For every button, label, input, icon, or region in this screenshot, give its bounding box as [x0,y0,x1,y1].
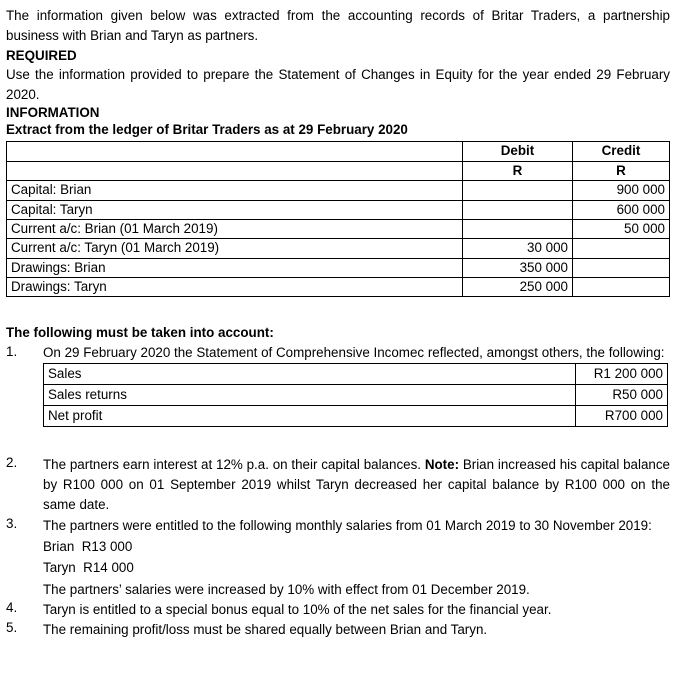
list-item [6,600,670,620]
credit-header: Credit [573,142,670,161]
item-number: 5. [6,620,18,636]
ledger-table [6,141,670,297]
item-text-part: The partners earn interest at 12% p.a. on their capital balances. [43,457,425,473]
table-row [7,258,670,277]
credit-unit: R [573,161,670,180]
ledger-unit-row [7,161,670,180]
debit-header: Debit [463,142,573,161]
ledger-debit: 250 000 [463,277,573,296]
item-number: 4. [6,600,18,615]
table-row [7,219,670,238]
spacer [43,427,670,455]
income-value: R50 000 [576,385,668,406]
ledger-label: Current a/c: Taryn (01 March 2019) [7,239,463,258]
item-number: 1. [6,343,18,359]
list-item [6,516,670,600]
ledger-debit: 350 000 [463,258,573,277]
item-text: On 29 February 2020 the Statement of Comprehensive Incomec reflected, amongst others, the following: [43,344,665,360]
list-item [6,455,670,515]
list-item [6,344,670,456]
required-heading: REQUIRED [6,48,77,64]
item-text-part: Brian increased his capital balance by R100 000 on 01 September 2019 whilst Taryn decreased her capital balance by R100 000 on the same date. [43,457,670,513]
item-text [43,455,670,515]
item-number: 2. [6,455,18,471]
income-table [43,363,668,427]
item-number: 3. [6,515,18,531]
table-row [7,181,670,200]
table-row [7,200,670,219]
table-row [44,364,668,385]
ledger-credit: 900 000 [573,181,670,200]
table-row [44,385,668,406]
document-page [6,6,670,640]
table-row [44,406,668,427]
table-row [7,277,670,296]
ledger-label: Capital: Taryn [7,200,463,219]
ledger-label: Drawings: Taryn [7,277,463,296]
note-label: Note: [424,457,460,473]
item-text: Taryn is entitled to a special bonus equal to 10% of the net sales for the financial year. [43,602,552,617]
taryn-salary: Taryn R14 000 [43,560,134,576]
brian-salary: Brian R13 000 [43,538,133,554]
income-label: Sales [44,364,576,385]
ledger-credit: 600 000 [573,200,670,219]
item-text: The remaining profit/loss must be shared equally between Brian and Taryn. [43,622,488,638]
ledger-debit: 30 000 [463,239,573,258]
income-value: R700 000 [576,406,668,427]
ledger-debit [463,181,573,200]
information-heading: INFORMATION [6,104,100,120]
ledger-header-blank [7,142,463,161]
list-item [6,620,670,640]
salary-increase: The partners’ salaries were increased by 10% with effect from 01 December 2019. [43,581,530,597]
ledger-debit [463,219,573,238]
ledger-credit [573,277,670,296]
table-row [7,239,670,258]
ledger-header-row [7,142,670,161]
item-text: The partners were entitled to the following monthly salaries from 01 March 2019 to 30 November 2019: [43,517,652,533]
ledger-credit [573,258,670,277]
ledger-credit [573,239,670,258]
income-label: Net profit [44,406,576,427]
ledger-label: Current a/c: Brian (01 March 2019) [7,219,463,238]
ledger-heading: Extract from the ledger of Britar Traders as at 29 February 2020 [6,122,408,138]
debit-unit: R [463,161,573,180]
required-text: Use the information provided to prepare the Statement of Changes in Equity for the year ended 29 February 2020. [6,66,670,102]
ledger-debit [463,200,573,219]
ledger-unit-blank [7,161,463,180]
ledger-label: Drawings: Brian [7,258,463,277]
ledger-label: Capital: Brian [7,181,463,200]
considerations-heading: The following must be taken into account: [6,325,274,341]
income-value: R1 200 000 [576,364,668,385]
considerations-list [6,344,670,641]
income-label: Sales returns [44,385,576,406]
intro-paragraph: The information given below was extracted from the accounting records of Britar Traders, a partnership business with Brian and Taryn as partners. [6,8,670,44]
ledger-credit: 50 000 [573,219,670,238]
